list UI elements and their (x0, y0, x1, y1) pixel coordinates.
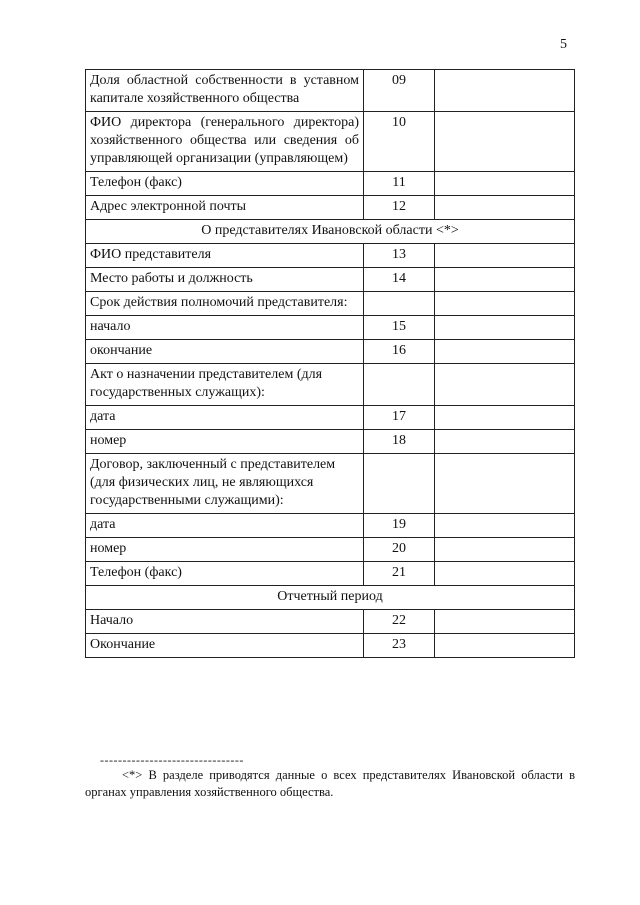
value-cell[interactable] (435, 406, 575, 430)
field-label: номер (86, 430, 364, 454)
table-row (86, 196, 575, 220)
field-label: Начало (86, 610, 364, 634)
value-cell[interactable] (435, 364, 575, 406)
field-label: Телефон (факс) (86, 172, 364, 196)
value-cell[interactable] (435, 196, 575, 220)
table-row (86, 112, 575, 172)
report-form-table (85, 69, 575, 658)
field-label: ФИО директора (генерального директора) хозяйственного общества или сведения об управляющей организации (управляющем) (86, 112, 364, 172)
field-label: дата (86, 406, 364, 430)
field-label: ФИО представителя (86, 244, 364, 268)
value-cell[interactable] (435, 244, 575, 268)
value-cell[interactable] (435, 316, 575, 340)
value-cell[interactable] (435, 454, 575, 514)
value-cell[interactable] (435, 514, 575, 538)
value-cell[interactable] (435, 70, 575, 112)
value-cell[interactable] (435, 268, 575, 292)
page-number: 5 (560, 37, 567, 52)
section-header-row (86, 586, 575, 610)
line-code: 09 (364, 70, 435, 112)
table-row (86, 172, 575, 196)
line-code (364, 364, 435, 406)
value-cell[interactable] (435, 562, 575, 586)
table-row (86, 340, 575, 364)
table-row (86, 610, 575, 634)
footnote-separator: -------------------------------- (100, 753, 244, 767)
field-label: окончание (86, 340, 364, 364)
table-row (86, 268, 575, 292)
table-row (86, 70, 575, 112)
field-label: Адрес электронной почты (86, 196, 364, 220)
line-code: 14 (364, 268, 435, 292)
value-cell[interactable] (435, 538, 575, 562)
line-code: 11 (364, 172, 435, 196)
field-label: Договор, заключенный с представителем (для физических лиц, не являющихся государственными служащими): (86, 454, 364, 514)
line-code (364, 454, 435, 514)
line-code: 15 (364, 316, 435, 340)
value-cell[interactable] (435, 172, 575, 196)
value-cell[interactable] (435, 340, 575, 364)
table-row (86, 454, 575, 514)
line-code: 16 (364, 340, 435, 364)
line-code (364, 292, 435, 316)
value-cell[interactable] (435, 610, 575, 634)
line-code: 12 (364, 196, 435, 220)
field-label: Окончание (86, 634, 364, 658)
value-cell[interactable] (435, 634, 575, 658)
table-row (86, 406, 575, 430)
section-title: Отчетный период (86, 586, 575, 610)
field-label: Место работы и должность (86, 268, 364, 292)
line-code: 13 (364, 244, 435, 268)
line-code: 18 (364, 430, 435, 454)
section-title: О представителях Ивановской области <*> (86, 220, 575, 244)
field-label: Срок действия полномочий представителя: (86, 292, 364, 316)
line-code: 17 (364, 406, 435, 430)
line-code: 22 (364, 610, 435, 634)
table-row (86, 364, 575, 406)
line-code: 10 (364, 112, 435, 172)
value-cell[interactable] (435, 112, 575, 172)
line-code: 21 (364, 562, 435, 586)
footnote-text: <*> В разделе приводятся данные о всех представителях Ивановской области в органах управления хозяйственного общества. (85, 768, 575, 799)
value-cell[interactable] (435, 292, 575, 316)
table-row (86, 514, 575, 538)
table-row (86, 634, 575, 658)
line-code: 19 (364, 514, 435, 538)
table-row (86, 244, 575, 268)
table-row (86, 316, 575, 340)
field-label: начало (86, 316, 364, 340)
field-label: номер (86, 538, 364, 562)
line-code: 23 (364, 634, 435, 658)
form-table-body (86, 70, 575, 658)
table-row (86, 538, 575, 562)
line-code: 20 (364, 538, 435, 562)
table-row (86, 292, 575, 316)
field-label: Акт о назначении представителем (для государственных служащих): (86, 364, 364, 406)
field-label: Телефон (факс) (86, 562, 364, 586)
field-label: Доля областной собственности в уставном капитале хозяйственного общества (86, 70, 364, 112)
table-row (86, 430, 575, 454)
field-label: дата (86, 514, 364, 538)
value-cell[interactable] (435, 430, 575, 454)
table-row (86, 562, 575, 586)
section-header-row (86, 220, 575, 244)
